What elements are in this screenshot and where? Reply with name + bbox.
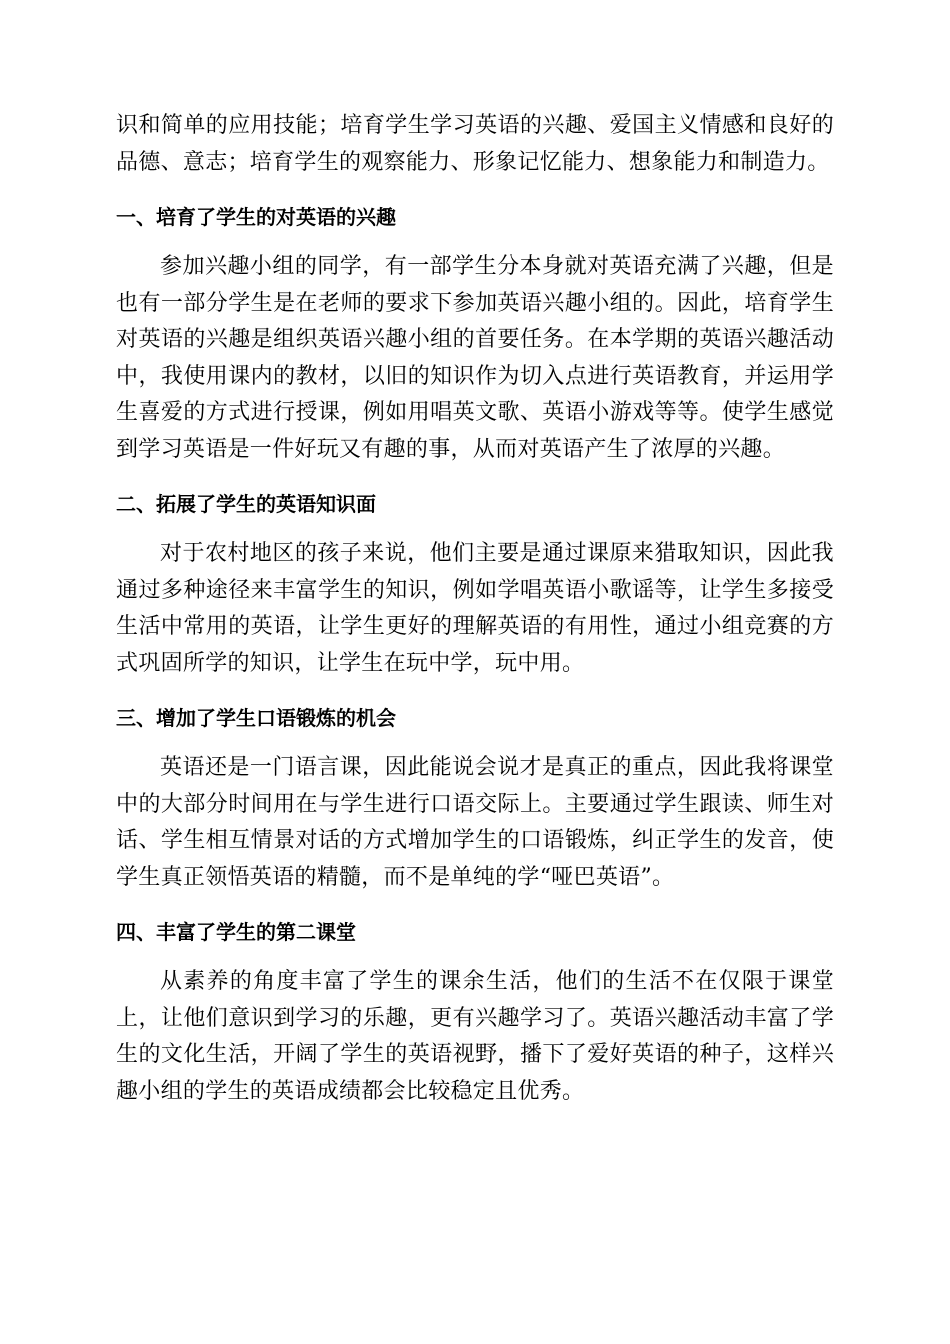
section-body-2: 对于农村地区的孩子来说，他们主要是通过课原来猎取知识，因此我通过多种途径来丰富学生的知识，例如学唱英语小歌谣等，让学生多接受生活中常用的英语，让学生更好的理解英语的有用性，通过小组竞赛的方式巩固所学的知识，让学生在玩中学，玩中用。 xyxy=(116,541,834,676)
section-heading-3: 三、增加了学生口语锻炼的机会 xyxy=(116,706,396,730)
intro-paragraph: 识和简单的应用技能；培育学生学习英语的兴趣、爱国主义情感和良好的品德、意志；培育学生的观察能力、形象记忆能力、想象能力和制造力。 xyxy=(116,113,834,175)
document-page xyxy=(116,108,834,1110)
section-heading-1: 一、培育了学生的对英语的兴趣 xyxy=(116,205,396,229)
section-heading-2: 二、拓展了学生的英语知识面 xyxy=(116,492,376,516)
section-body-3: 英语还是一门语言课，因此能说会说才是真正的重点，因此我将课堂中的大部分时间用在与学生进行口语交际上。主要通过学生跟读、师生对话、学生相互情景对话的方式增加学生的口语锻炼，纠正学生的发音，使学生真正领悟英语的精髓，而不是单纯的学“哑巴英语”。 xyxy=(116,755,834,890)
section-body-4: 从素养的角度丰富了学生的课余生活，他们的生活不在仅限于课堂上，让他们意识到学习的乐趣，更有兴趣学习了。英语兴趣活动丰富了学生的文化生活，开阔了学生的英语视野，播下了爱好英语的种子，这样兴趣小组的学生的英语成绩都会比较稳定且优秀。 xyxy=(116,969,834,1104)
section-body-1: 参加兴趣小组的同学，有一部学生分本身就对英语充满了兴趣，但是也有一部分学生是在老师的要求下参加英语兴趣小组的。因此，培育学生对英语的兴趣是组织英语兴趣小组的首要任务。在本学期的英语兴趣活动中，我使用课内的教材，以旧的知识作为切入点进行英语教育，并运用学生喜爱的方式进行授课，例如用唱英文歌、英语小游戏等等。使学生感觉到学习英语是一件好玩又有趣的事，从而对英语产生了浓厚的兴趣。 xyxy=(116,254,834,462)
section-heading-4: 四、丰富了学生的第二课堂 xyxy=(116,920,356,944)
